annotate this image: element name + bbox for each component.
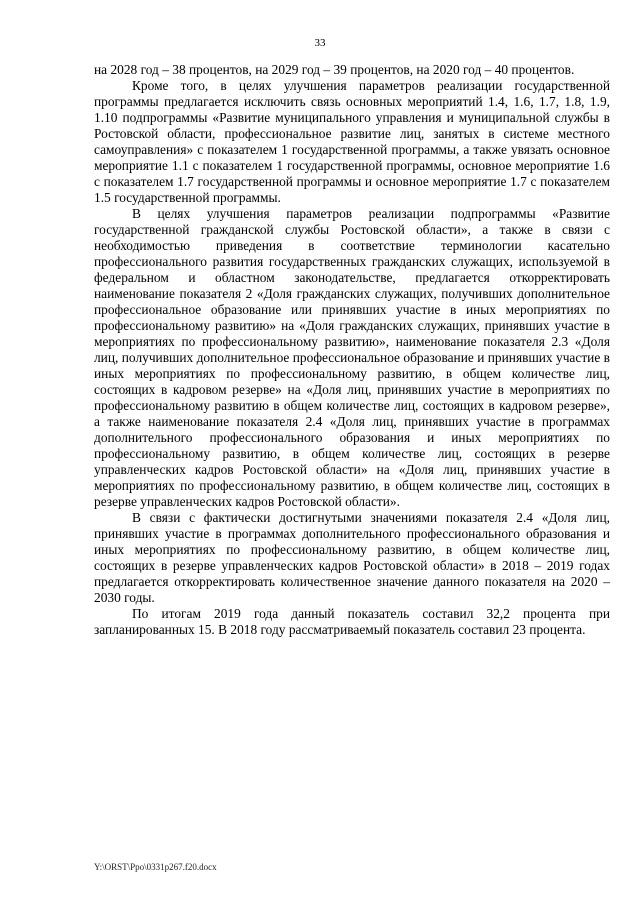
footer-file-path: Y:\ORST\Ppo\0331p267.f20.docx xyxy=(94,862,217,872)
paragraph-continuation: на 2028 год – 38 процентов, на 2029 год – 39 процентов, на 2020 год – 40 процентов. xyxy=(94,62,575,77)
paragraph: В целях улучшения параметров реализации подпрограммы «Развитие государственной гражданской службы Ростовской области», а также в связи с необходимостью приведения в соответствие терминологии касательно профессионального развития государственных гражданских служащих, используемой в федеральном и областном законодательстве, предлагается откорректировать наименование показателя 2 «Доля гражданских служащих, получивших дополнительное профессиональное образование или принявших участие в иных мероприятиях по профессиональному развитию» на «Доля гражданских служащих, принявших участие в мероприятиях по профессиональному развитию», наименование показателя 2.3 «Доля лиц, получивших дополнительное профессиональное образование и принявших участие в иных мероприятиях по профессиональному развитию, в общем количестве лиц, состоящих в кадровом резерве» на «Доля лиц, принявших участие в мероприятиях по профессиональному развитию в общем количестве лиц, состоящих в кадровом резерве», а также наименование показателя 2.4 «Доля лиц, принявших участие в программах дополнительного профессионального образования и иных мероприятиях по профессиональному развитию, в общем количестве лиц, состоящих в резерве управленческих кадров Ростовской области» на «Доля лиц, принявших участие в мероприятиях по профессиональному развитию, в общем количестве лиц, состоящих в резерве управленческих кадров Ростовской области». xyxy=(94,206,610,509)
page-number: 33 xyxy=(314,37,326,49)
paragraph: В связи с фактически достигнутыми значениями показателя 2.4 «Доля лиц, принявших участие в программах дополнительного профессионального образования и иных мероприятиях по профессиональному развитию, в общем количестве лиц, состоящих в резерве управленческих кадров Ростовской области» в 2018 – 2019 годах предлагается откорректировать количественное значение данного показателя на 2020 – 2030 годы. xyxy=(94,510,610,605)
document-body xyxy=(94,62,610,638)
paragraph: Кроме того, в целях улучшения параметров реализации государственной программы предлагается исключить связь основных мероприятий 1.4, 1.6, 1.7, 1.8, 1.9, 1.10 подпрограммы «Развитие муниципального управления и муниципальной службы в Ростовской области, профессиональное развитие лиц, занятых в системе местного самоуправления» с показателем 1 государственной программы, а также увязать основное мероприятие 1.1 с показателем 1 государственной программы, основное мероприятие 1.6 с показателем 1.7 государственной программы и основное мероприятие 1.7 с показателем 1.5 государственной программы. xyxy=(94,78,610,205)
paragraph: По итогам 2019 года данный показатель составил 32,2 процента при запланированных 15. В 2018 году рассматриваемый показатель составил 23 процента. xyxy=(94,606,610,637)
